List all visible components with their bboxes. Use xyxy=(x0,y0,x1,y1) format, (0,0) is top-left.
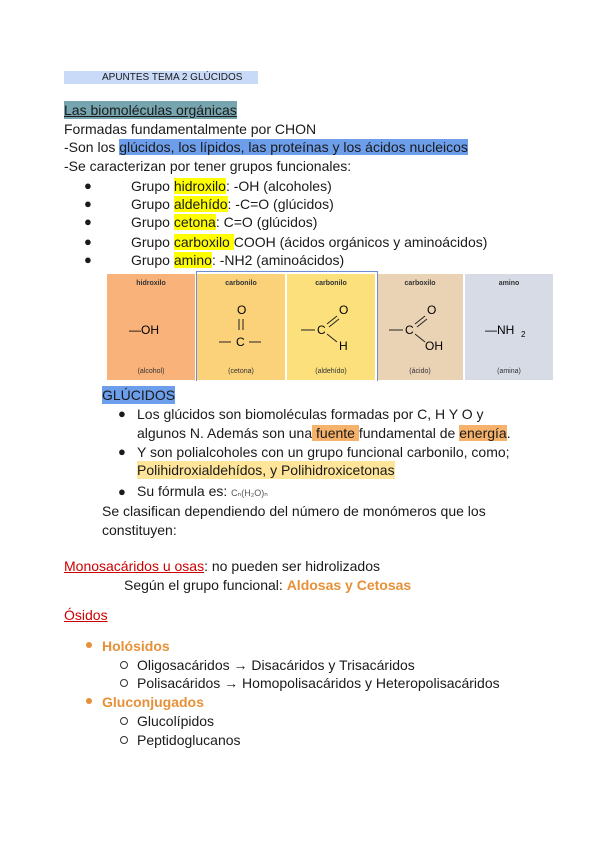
svg-text:O: O xyxy=(427,303,437,317)
svg-text:C: C xyxy=(236,335,245,349)
circle-bullet xyxy=(120,717,128,725)
table-selection-top xyxy=(197,271,378,272)
group-name-highlight: carboxilo xyxy=(173,234,234,250)
cell-example: (amina) xyxy=(497,368,521,375)
bullet-dot: ● xyxy=(84,214,92,229)
circle-bullet xyxy=(120,736,128,744)
son-los-prefix: -Son los xyxy=(64,139,120,155)
molecule-list-highlight: glúcidos, los lípidos, las proteínas y los ácidos nucleicos xyxy=(119,139,468,155)
glucidos-bullet1-line1: Los glúcidos son biomoléculas formadas por C, H Y O y xyxy=(137,406,484,422)
svg-text:O: O xyxy=(339,303,349,317)
osidos-subitem: Glucolípidos xyxy=(137,713,215,729)
osidos-subitem: Peptidoglucanos xyxy=(137,732,241,748)
bullet-dot xyxy=(86,642,92,648)
group-name-highlight: amino xyxy=(173,252,212,268)
formula-oh: —OH xyxy=(129,323,159,337)
formula-line xyxy=(137,482,268,502)
svg-text:H: H xyxy=(339,339,348,353)
functional-group-item xyxy=(131,195,334,213)
text-segment: fundamental de xyxy=(358,425,460,441)
formula-image-text: Cₙ(H₂O)ₙ xyxy=(231,488,268,498)
glucidos-bullet2-line2: Polihidroxialdehídos, y Polihidroxicetonas xyxy=(137,462,395,478)
text-segment: Grupo xyxy=(131,214,174,230)
header-text: APUNTES TEMA 2 GLÚCIDOS xyxy=(102,72,243,83)
cell-name: carbonilo xyxy=(315,280,347,287)
functional-group-item xyxy=(131,251,344,269)
bullet-dot: ● xyxy=(118,484,126,499)
text-segment: Grupo xyxy=(131,234,174,250)
text-segment: Grupo xyxy=(131,178,174,194)
monosacaridos-line xyxy=(64,557,380,575)
monosacaridos-title: Monosacáridos u osas xyxy=(64,558,205,574)
text-segment: : -OH (alcoholes) xyxy=(225,178,332,194)
svg-text:OH: OH xyxy=(425,339,443,353)
cell-example: (alcohol) xyxy=(137,368,165,375)
text-segment: COOH (ácidos orgánicos y aminoácidos) xyxy=(233,234,488,250)
grupo-funcional-line xyxy=(124,576,411,594)
bullet-dot: ● xyxy=(84,252,92,267)
glucidos-bullet2-line1: Y son polialcoholes con un grupo funcional carbonilo, como; xyxy=(137,444,510,460)
svg-text:O: O xyxy=(237,303,247,317)
son-los-line xyxy=(64,138,468,156)
text-segment: Grupo xyxy=(131,196,174,212)
cell-name: hidroxilo xyxy=(136,280,166,287)
table-cell-carboxilo xyxy=(377,274,463,380)
glucidos-title: GLÚCIDOS xyxy=(102,387,176,403)
text-segment: : C=O (glúcidos) xyxy=(215,214,318,230)
text-segment: : -NH2 (aminoácidos) xyxy=(211,252,345,268)
svg-text:—NH: —NH xyxy=(485,323,515,337)
bullet-dot: ● xyxy=(84,234,92,249)
text-segment: : -C=O (glúcidos) xyxy=(227,196,334,212)
table-cell-cetona xyxy=(197,274,285,380)
cell-example: (ácido) xyxy=(409,368,431,375)
functional-group-table xyxy=(107,274,553,380)
section-title-biomoleculas: Las biomoléculas orgánicas xyxy=(64,102,237,118)
aldehyde-formula xyxy=(287,296,375,366)
circle-bullet xyxy=(120,679,128,687)
clasifican-line2: constituyen: xyxy=(102,522,177,538)
hydroxyl-formula xyxy=(107,296,195,366)
osidos-subitem: Polisacáridos → Homopolisacáridos y Heteropolisacáridos xyxy=(137,675,500,691)
carboxyl-formula xyxy=(377,296,463,366)
text-segment: : no pueden ser hidrolizados xyxy=(204,558,380,574)
clasifican-line1: Se clasifican dependiendo del número de monómeros que los xyxy=(102,503,486,519)
group-name-highlight: cetona xyxy=(173,214,216,230)
bullet-dot: ● xyxy=(84,178,92,193)
cell-example: (cetona) xyxy=(228,368,254,375)
svg-text:C: C xyxy=(405,323,414,337)
glucidos-bullet1-line2 xyxy=(137,424,511,442)
table-cell-hidroxilo xyxy=(107,274,195,380)
text-segment: Grupo xyxy=(131,252,174,268)
svg-text:C: C xyxy=(317,323,326,337)
functional-group-item xyxy=(131,177,332,195)
group-name-highlight: aldehído xyxy=(173,196,228,212)
circle-bullet xyxy=(120,661,128,669)
cell-name: amino xyxy=(498,280,520,287)
energia-highlight: energía xyxy=(459,425,507,441)
chon-line: Formadas fundamentalmente por CHON xyxy=(64,121,317,137)
cell-example: (aldehído) xyxy=(315,368,347,375)
document-header xyxy=(64,71,258,84)
bullet-dot: ● xyxy=(118,444,126,459)
bullet-dot xyxy=(86,698,92,704)
osidos-category: Holósidos xyxy=(102,638,170,654)
table-cell-aldehido xyxy=(287,274,375,380)
table-selection-left xyxy=(196,271,197,381)
bullet-dot: ● xyxy=(84,196,92,211)
ketone-formula xyxy=(197,296,285,366)
functional-group-item xyxy=(131,213,317,231)
text-segment: Según el grupo funcional: xyxy=(124,577,287,593)
amine-formula xyxy=(465,296,553,366)
cell-name: carbonilo xyxy=(225,280,257,287)
svg-text:2: 2 xyxy=(521,330,526,339)
text-segment: Su fórmula es: xyxy=(137,483,232,499)
cell-name: carboxilo xyxy=(404,280,436,287)
grupos-funcionales-line: -Se caracterizan por tener grupos funcionales: xyxy=(64,158,352,174)
aldosas-cetosas: Aldosas y Cetosas xyxy=(286,577,412,593)
fuente-highlight: fuente xyxy=(312,425,359,441)
text-segment: . xyxy=(506,425,511,441)
osidos-category: Gluconjugados xyxy=(102,694,204,710)
bullet-dot: ● xyxy=(118,406,126,421)
text-segment: algunos N. Además son una xyxy=(137,425,313,441)
group-name-highlight: hidroxilo xyxy=(173,178,226,194)
functional-group-item xyxy=(131,233,487,251)
table-selection-right xyxy=(377,271,378,381)
osidos-subitem: Oligosacáridos → Disacáridos y Trisacáridos xyxy=(137,657,415,673)
table-cell-amino xyxy=(465,274,553,380)
osidos-title: Ósidos xyxy=(64,607,108,623)
